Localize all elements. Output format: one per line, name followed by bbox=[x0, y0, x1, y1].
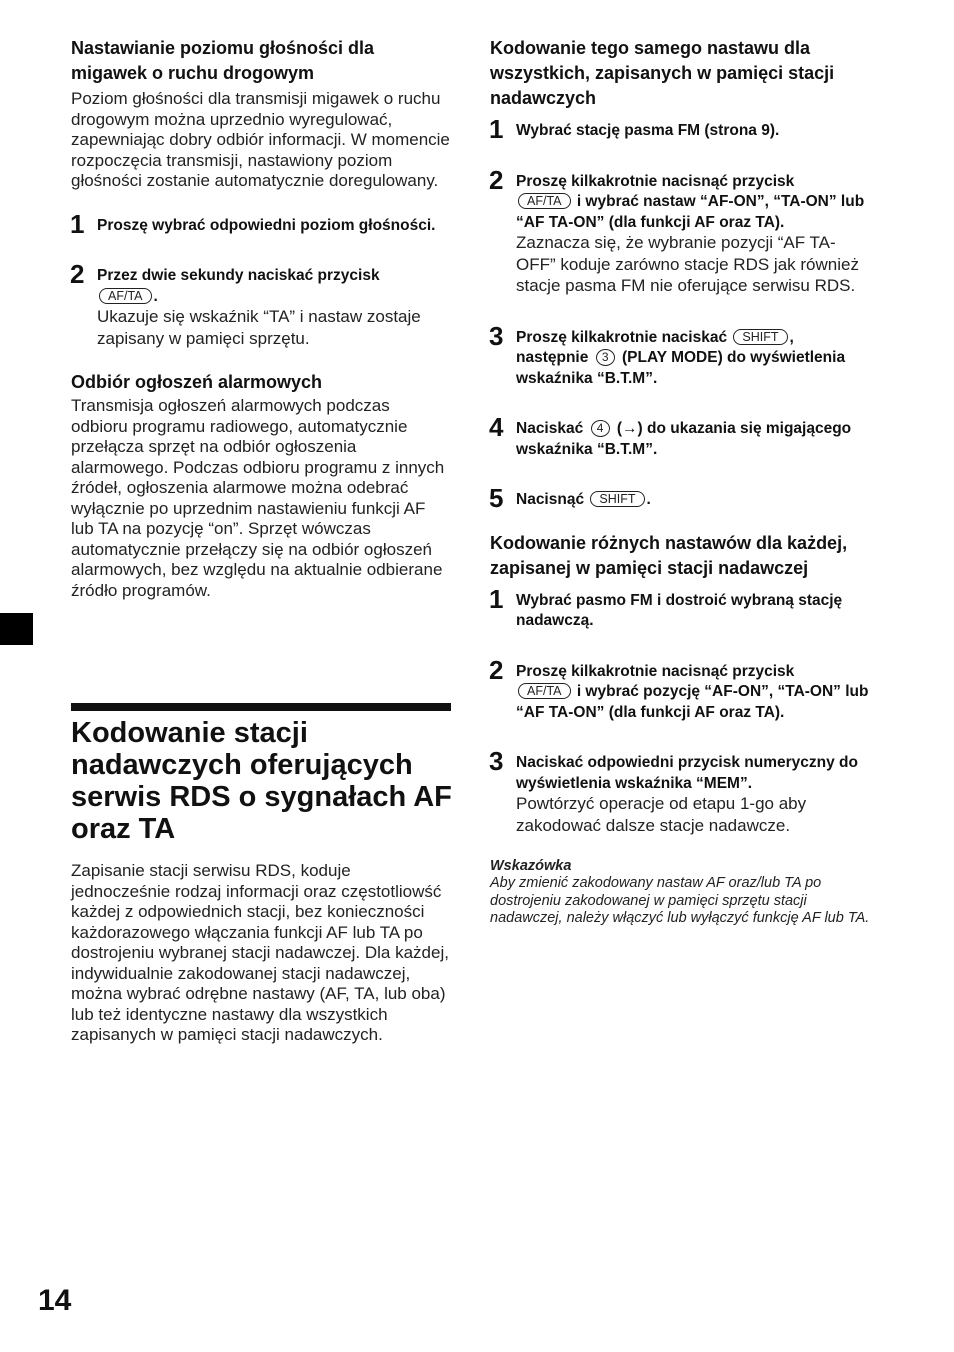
step-text: Wybrać pasmo FM i dostroić wybraną stację nadawczą. bbox=[516, 591, 843, 629]
step-3 bbox=[489, 320, 870, 390]
tip-body: Aby zmienić zakodowany nastaw AF oraz/lub TA po dostrojeniu zakodowanej w pamięci sprzętu stacji nadawczej, należy włączyć lub wyłączyć funkcję AF lub TA. bbox=[490, 875, 870, 926]
step-text: Naciskać bbox=[516, 420, 584, 437]
step-number: 2 bbox=[489, 654, 504, 685]
main-section-body: Zapisanie stacji serwisu RDS, koduje jednocześnie rodzaj informacji oraz częstotliowść każdej z odpowiednich stacji, bez konieczności każdorazowego włączania funkcji AF lub TA po dostrojeniu wybranej stacji nadawczej. Dla każdej, indywidualnie zakodowanej stacji nadawczej, można wybrać odrębne nastawy (AF, TA, lub oba) lub też identyczne nastawy dla wszystkich zapisanych w pamięci stacji nadawczych. bbox=[71, 861, 449, 1044]
section-heading-same-setting: Kodowanie tego samego nastawu dla wszystkich, zapisanych w pamięci stacji nadawczych bbox=[490, 38, 835, 108]
step-text: Proszę wybrać odpowiedni poziom głośności. bbox=[97, 216, 436, 234]
af-ta-key-icon: AF/TA bbox=[518, 683, 571, 699]
section-tab-marker bbox=[0, 613, 33, 645]
step-number: 3 bbox=[489, 746, 504, 776]
number-4-key-icon: 4 bbox=[591, 420, 610, 437]
step-1 bbox=[489, 114, 870, 144]
step-text: Proszę kilkakrotnie nacisnąć przycisk bbox=[516, 172, 795, 190]
step-2 bbox=[489, 654, 870, 724]
step-number: 5 bbox=[489, 483, 504, 513]
right-column bbox=[490, 36, 870, 928]
step-2 bbox=[489, 164, 870, 298]
step-number: 1 bbox=[489, 583, 504, 614]
step-number: 3 bbox=[489, 320, 504, 351]
section-heading-different-settings: Kodowanie różnych nastawów dla każdej, zapisanej w pamięci stacji nadawczej bbox=[490, 532, 848, 578]
step-1 bbox=[70, 208, 451, 239]
step-text-cont: , następnie bbox=[516, 328, 794, 366]
shift-key-icon: SHIFT bbox=[590, 491, 644, 507]
step-text-cont: i wybrać nastaw “AF-ON”, “TA-ON” lub “AF TA-ON” (dla funkcji AF oraz TA). bbox=[516, 193, 865, 231]
step-note: Zaznacza się, że wybranie pozycji “AF TA-OFF” koduje zarówno stacje RDS jak również stacje pasma FM nie oferujące serwisu RDS. bbox=[516, 233, 859, 295]
step-number: 2 bbox=[70, 259, 85, 289]
step-number: 1 bbox=[489, 114, 504, 144]
section-heading-alarm: Odbiór ogłoszeń alarmowych bbox=[71, 372, 323, 392]
left-column bbox=[71, 36, 451, 601]
step-text: Nacisnąć bbox=[516, 491, 585, 508]
section-rule bbox=[71, 703, 451, 711]
step-4 bbox=[489, 412, 870, 460]
step-text: Proszę kilkakrotnie naciskać bbox=[516, 328, 728, 346]
step-text: Proszę kilkakrotnie nacisnąć przycisk bbox=[516, 662, 795, 680]
step-number: 4 bbox=[489, 412, 504, 442]
page-number: 14 bbox=[38, 1284, 72, 1317]
tip-title: Wskazówka bbox=[490, 858, 572, 874]
tip-box bbox=[490, 857, 870, 928]
step-text-cont: (→) do ukazania się migającego wskaźnika “B.T.M”. bbox=[516, 420, 852, 458]
af-ta-key-icon: AF/TA bbox=[99, 288, 152, 304]
step-note: Powtórzyć operacje od etapu 1-go aby zakodować dalsze stacje nadawcze. bbox=[516, 794, 807, 835]
step-number: 1 bbox=[70, 208, 85, 239]
paragraph-traffic-volume: Poziom głośności dla transmisji migawek o ruchu drogowym można uprzednio wyregulować, zapewniając dobry odbiór informacji. W momencie rozpoczęcia transmisji, nastawiony poziom głośności zostanie automatycznie doregulowany. bbox=[71, 89, 450, 190]
step-3 bbox=[489, 746, 870, 837]
step-text: Naciskać odpowiedni przycisk numeryczny do wyświetlenia wskaźnika “MEM”. bbox=[516, 754, 858, 792]
step-text-cont: i wybrać pozycję “AF-ON”, “TA-ON” lub “AF TA-ON” (dla funkcji AF oraz TA). bbox=[516, 683, 869, 721]
step-text-end: . bbox=[646, 491, 651, 508]
main-section-title: Kodowanie stacji nadawczych oferujących serwis RDS o sygnałach AF oraz TA bbox=[71, 717, 452, 845]
step-text-end: . bbox=[153, 287, 158, 305]
section-heading-traffic-volume: Nastawianie poziomu głośności dla migawek o ruchu drogowym bbox=[71, 38, 375, 83]
step-note: Ukazuje się wskaźnik “TA” i nastaw zostaje zapisany w pamięci sprzętu. bbox=[97, 307, 421, 348]
af-ta-key-icon: AF/TA bbox=[518, 193, 571, 209]
step-number: 2 bbox=[489, 164, 504, 195]
step-5 bbox=[489, 483, 870, 513]
step-1 bbox=[489, 583, 870, 632]
step-text-cont: (PLAY MODE) do wyświetlenia wskaźnika “B.T.M”. bbox=[516, 349, 846, 387]
step-2 bbox=[70, 259, 451, 350]
step-text: Wybrać stację pasma FM (strona 9). bbox=[516, 122, 780, 139]
number-3-key-icon: 3 bbox=[596, 349, 615, 366]
shift-key-icon: SHIFT bbox=[733, 329, 787, 345]
paragraph-alarm: Transmisja ogłoszeń alarmowych podczas odbioru programu radiowego, automatycznie przełącza sprzęt na odbiór ogłoszenia alarmowego. Podczas odbioru programu z innych źródeł, ogłoszenia alarmowe można odebrać wyłącznie po uprzednim nastawieniu funkcji AF lub TA na pozycję “on”. Sprzęt wówczas automatycznie przełączy się na odbiór ogłoszeń alarmowych, bez względu na aktualnie odbierane źródło programów. bbox=[71, 396, 445, 600]
step-text: Przez dwie sekundy naciskać przycisk bbox=[97, 267, 380, 284]
